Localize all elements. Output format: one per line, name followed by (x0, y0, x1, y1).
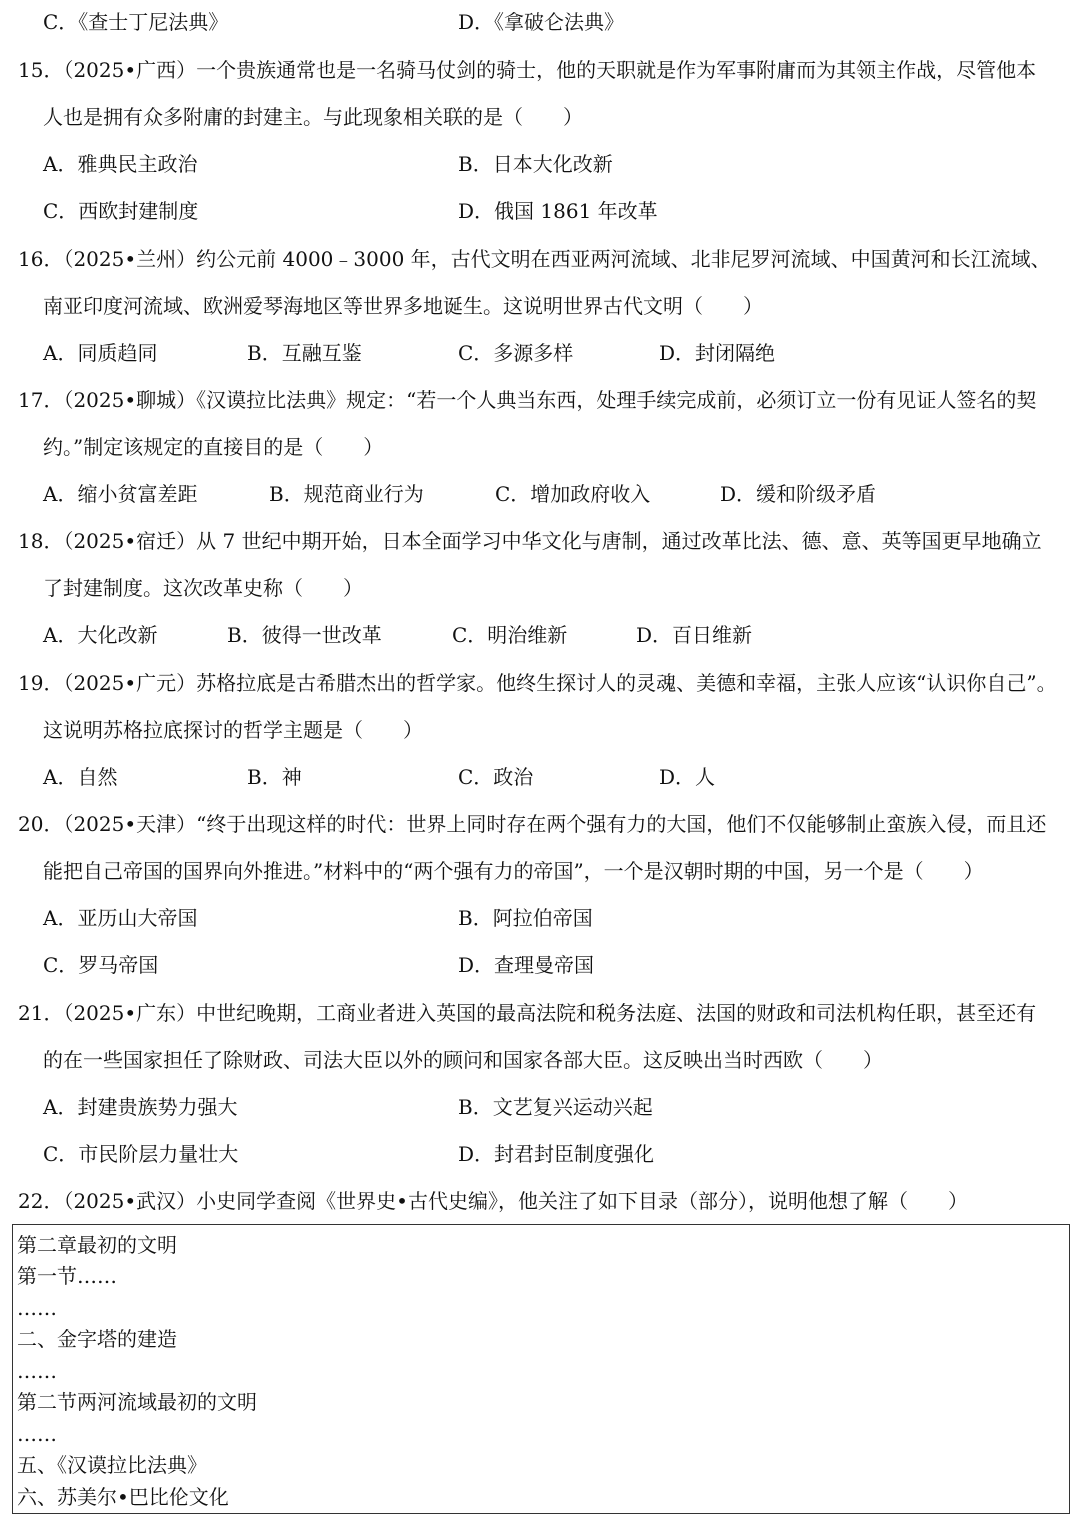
q19-option-b: B．神 (247, 765, 302, 789)
q21-option-b: B．文艺复兴运动兴起 (458, 1095, 653, 1119)
q21-option-d: D．封君封臣制度强化 (458, 1142, 655, 1166)
q15-option-b: B．日本大化改新 (458, 152, 613, 176)
toc-line: 五、《汉谟拉比法典》 (17, 1453, 207, 1477)
q17-option-c: C．增加政府收入 (495, 482, 651, 506)
toc-line: 第二章最初的文明 (17, 1233, 177, 1257)
q19-option-a: A．自然 (43, 765, 118, 789)
q15-stem-line1: 15．（2025•广西）一个贵族通常也是一名骑马仗剑的骑士，他的天职就是作为军事附庸而为其领主作战，尽管他本 (18, 58, 1037, 82)
q15-stem-line2: 人也是拥有众多附庸的封建主。与此现象相关联的是（ ） (43, 105, 583, 129)
q20-option-a: A．亚历山大帝国 (43, 906, 198, 930)
toc-line: 第一节…… (17, 1264, 117, 1288)
q18-option-d: D．百日维新 (636, 623, 753, 647)
q17-options (43, 481, 1080, 507)
q21-option-a: A．封建贵族势力强大 (43, 1095, 238, 1119)
q15-option-d: D．俄国 1861 年改革 (458, 199, 658, 223)
q16-stem-line2: 南亚印度河流域、欧洲爱琴海地区等世界多地诞生。这说明世界古代文明（ ） (43, 294, 763, 318)
q17-option-a: A．缩小贫富差距 (43, 482, 198, 506)
q20-option-c: C．罗马帝国 (43, 953, 159, 977)
q20-options-row2 (43, 952, 1080, 978)
q18-option-b: B．彼得一世改革 (227, 623, 382, 647)
toc-line: 第二节两河流域最初的文明 (17, 1390, 257, 1414)
q16-option-a: A．同质趋同 (43, 341, 158, 365)
q21-stem-line2: 的在一些国家担任了除财政、司法大臣以外的顾问和国家各部大臣。这反映出当时西欧（ ） (43, 1048, 883, 1072)
q16-option-c: C．多源多样 (458, 341, 574, 365)
q16-stem-line1: 16．（2025•兰州）约公元前 4000﹣3000 年，古代文明在西亚两河流域、北非尼罗河流域、中国黄河和长江流域、 (18, 247, 1051, 271)
q20-stem-line1: 20．（2025•天津）“终于出现这样的时代：世界上同时存在两个强有力的大国，他们不仅能够制止蛮族入侵，而且还 (18, 812, 1047, 836)
q14-option-c: C．《查士丁尼法典》 (43, 10, 229, 34)
toc-line: …… (17, 1359, 57, 1383)
q17-stem-line1: 17．（2025•聊城）《汉谟拉比法典》规定：“若一个人典当东西，处理手续完成前，必须订立一份有见证人签名的契 (18, 388, 1037, 412)
q22-stem-line1: 22．（2025•武汉）小史同学查阅《世界史•古代史编》，他关注了如下目录（部分），说明他想了解（ ） (18, 1189, 968, 1213)
q16-options (43, 340, 1080, 366)
q15-options-row2 (43, 198, 1080, 224)
q15-option-c: C．西欧封建制度 (43, 199, 199, 223)
q18-stem-line2: 了封建制度。这次改革史称（ ） (43, 576, 363, 600)
q17-stem-line2: 约。”制定该规定的直接目的是（ ） (43, 435, 384, 459)
q16-option-b: B．互融互鉴 (247, 341, 362, 365)
toc-line: …… (17, 1422, 57, 1446)
q18-option-c: C．明治维新 (452, 623, 568, 647)
q15-option-a: A．雅典民主政治 (43, 152, 198, 176)
q21-stem-line1: 21．（2025•广东）中世纪晚期，工商业者进入英国的最高法院和税务法庭、法国的财政和司法机构任职，甚至还有 (18, 1001, 1037, 1025)
q20-options-row1 (43, 905, 1080, 931)
table-of-contents-box (12, 1224, 1070, 1514)
q17-option-b: B．规范商业行为 (269, 482, 424, 506)
toc-line: …… (17, 1296, 57, 1320)
q21-options-row1 (43, 1094, 1080, 1120)
q21-options-row2 (43, 1141, 1080, 1167)
q19-option-d: D．人 (659, 765, 716, 789)
q19-options (43, 764, 1080, 790)
toc-line: 六、苏美尔•巴比伦文化 (17, 1485, 229, 1509)
toc-line: 二、金字塔的建造 (17, 1327, 177, 1351)
q17-option-d: D．缓和阶级矛盾 (720, 482, 877, 506)
q20-option-b: B．阿拉伯帝国 (458, 906, 593, 930)
q18-options (43, 622, 1080, 648)
q19-option-c: C．政治 (458, 765, 534, 789)
q19-stem-line1: 19．（2025•广元）苏格拉底是古希腊杰出的哲学家。他终生探讨人的灵魂、美德和幸福，主张人应该“认识你自己”。 (18, 671, 1057, 695)
q18-stem-line1: 18．（2025•宿迁）从 7 世纪中期开始，日本全面学习中华文化与唐制，通过改革比法、德、意、英等国更早地确立 (18, 529, 1042, 553)
q14-options (43, 9, 1080, 35)
q14-option-d: D．《拿破仑法典》 (458, 10, 625, 34)
q20-option-d: D．查理曼帝国 (458, 953, 595, 977)
q16-option-d: D．封闭隔绝 (659, 341, 776, 365)
q18-option-a: A．大化改新 (43, 623, 158, 647)
q20-stem-line2: 能把自己帝国的国界向外推进。”材料中的“两个强有力的帝国”，一个是汉朝时期的中国，另一个是（ ） (43, 859, 984, 883)
q19-stem-line2: 这说明苏格拉底探讨的哲学主题是（ ） (43, 718, 423, 742)
q15-options-row1 (43, 151, 1080, 177)
q21-option-c: C．市民阶层力量壮大 (43, 1142, 239, 1166)
